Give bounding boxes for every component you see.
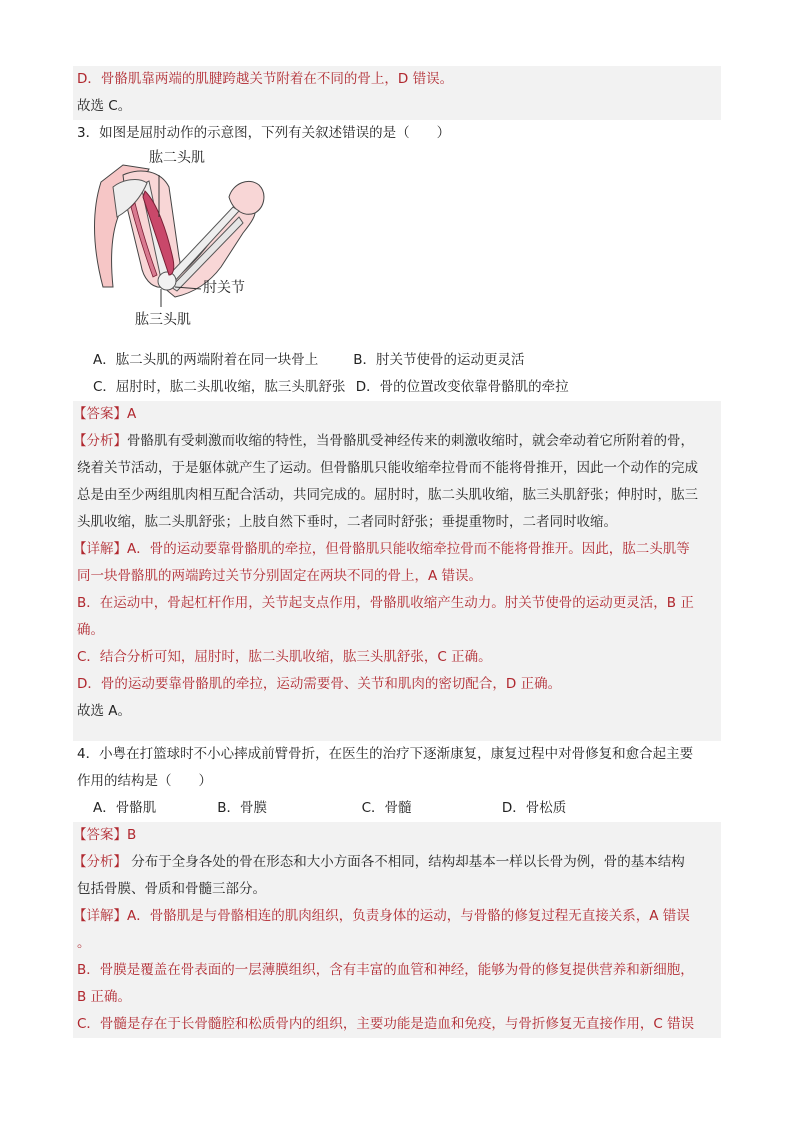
q3-option-d: D．骨的位置改变依靠骨骼肌的牵拉 <box>355 379 569 395</box>
q3-analysis-line-4: 头肌收缩，肱二头肌舒张；上肢自然下垂时，二者同时舒张；垂提重物时，二者同时收缩。 <box>77 514 617 530</box>
q4-option-c: C．骨髓 <box>361 800 412 816</box>
q3-detail-line-1: 【详解】A．骨的运动要靠骨骼肌的牵拉，但骨骼肌只能收缩牵拉骨而不能将骨推开。因此，肱二头肌等 <box>73 541 690 557</box>
answer-tag: 【答案】 <box>73 827 127 843</box>
q3-options-row-2 <box>73 374 721 401</box>
q3-option-c: C．屈肘时，肱二头肌收缩，肱三头肌舒张 <box>93 379 346 395</box>
q3-options-row-1 <box>73 347 721 374</box>
q4-detail-line-4: B 正确。 <box>77 989 132 1005</box>
q4-stem-line-1: 4．小粤在打篮球时不小心摔成前臂骨折，在医生的治疗下逐渐康复，康复过程中对骨修复和愈合起主要 <box>77 746 694 762</box>
label-elbow-joint: 肘关节 <box>203 280 245 296</box>
q3-detail-line-6: D．骨的运动要靠骨骼肌的牵拉，运动需要骨、关节和肌肉的密切配合，D 正确。 <box>77 676 562 692</box>
q4-stem-line-2: 作用的结构是（ ） <box>77 773 212 789</box>
q3-answer <box>73 401 721 428</box>
q4-analysis-line-1: 【分析】 分布于全身各处的骨在形态和大小方面各不相同，结构却基本一样以长骨为例，骨的基本结构 <box>73 854 685 870</box>
q3-detail-line-2: 同一块骨骼肌的两端跨过关节分别固定在两块不同的骨上，A 错误。 <box>77 568 483 584</box>
q3-option-a: A．肱二头肌的两端附着在同一块骨上 <box>93 352 319 368</box>
detail-tag: 【详解】 <box>73 541 127 557</box>
q3-analysis-line-3: 总是由至少两组肌肉相互配合活动，共同完成的。屈肘时，肱二头肌收缩，肱三头肌舒张；伸肘时，肱三 <box>77 487 698 503</box>
q4-detail-line-3: B．骨膜是覆盖在骨表面的一层薄膜组织，含有丰富的血管和神经，能够为骨的修复提供营养和新细胞， <box>77 962 694 978</box>
arm-illustration-icon <box>83 147 323 347</box>
q4-answer <box>73 822 721 849</box>
analysis-tag: 【分析】 <box>73 854 127 870</box>
q3-option-b: B．肘关节使骨的运动更灵活 <box>353 352 525 368</box>
previous-answer-block <box>73 66 721 120</box>
answer-value: A <box>127 406 137 422</box>
analysis-tag: 【分析】 <box>73 433 127 449</box>
q3-detail-line-3: B．在运动中，骨起杠杆作用，关节起支点作用，骨骼肌收缩产生动力。肘关节使骨的运动更灵活，B 正 <box>77 595 694 611</box>
document-page <box>73 66 721 1038</box>
elbow-flexion-figure <box>83 147 721 347</box>
q3-choice: 故选 A。 <box>77 703 132 719</box>
detail-tag: 【详解】 <box>73 908 127 924</box>
q3-analysis-line-2: 绕着关节活动，于是躯体就产生了运动。但骨骼肌只能收缩牵拉骨而不能将骨推开，因此一个动作的完成 <box>77 460 698 476</box>
answer-tag: 【答案】 <box>73 406 127 422</box>
q4-detail-line-1: 【详解】A．骨骼肌是与骨骼相连的肌肉组织，负责身体的运动，与骨骼的修复过程无直接关系，A 错误 <box>73 908 690 924</box>
q3-analysis-line-1: 【分析】骨骼肌有受刺激而收缩的特性，当骨骼肌受神经传来的刺激收缩时，就会牵动着它所附着的骨， <box>73 433 694 449</box>
q3-solution-block <box>73 401 721 741</box>
q4-solution-block <box>73 822 721 1038</box>
label-biceps: 肱二头肌 <box>149 150 205 166</box>
previous-detail-d: D．骨骼肌靠两端的肌腱跨越关节附着在不同的骨上，D 错误。 <box>77 71 454 87</box>
q4-analysis-line-2: 包括骨膜、骨质和骨髓三部分。 <box>77 881 266 897</box>
label-triceps: 肱三头肌 <box>135 312 191 328</box>
q4-option-b: B．骨膜 <box>217 800 268 816</box>
q3-detail-line-4: 确。 <box>77 622 104 638</box>
q4-options-row <box>73 795 721 822</box>
q3-detail-line-5: C．结合分析可知，屈肘时，肱二头肌收缩，肱三头肌舒张，C 正确。 <box>77 649 492 665</box>
previous-choice: 故选 C。 <box>77 98 132 114</box>
q3-stem: 3．如图是屈肘动作的示意图，下列有关叙述错误的是（ ） <box>77 125 451 141</box>
q4-option-a: A．骨骼肌 <box>93 800 157 816</box>
q4-option-d: D．骨松质 <box>501 800 567 816</box>
q4-detail-line-5: C．骨髓是存在于长骨髓腔和松质骨内的组织，主要功能是造血和免疫，与骨折修复无直接作用，C 错误 <box>77 1016 695 1032</box>
answer-value: B <box>127 827 137 843</box>
q4-detail-line-2: 。 <box>77 935 91 951</box>
